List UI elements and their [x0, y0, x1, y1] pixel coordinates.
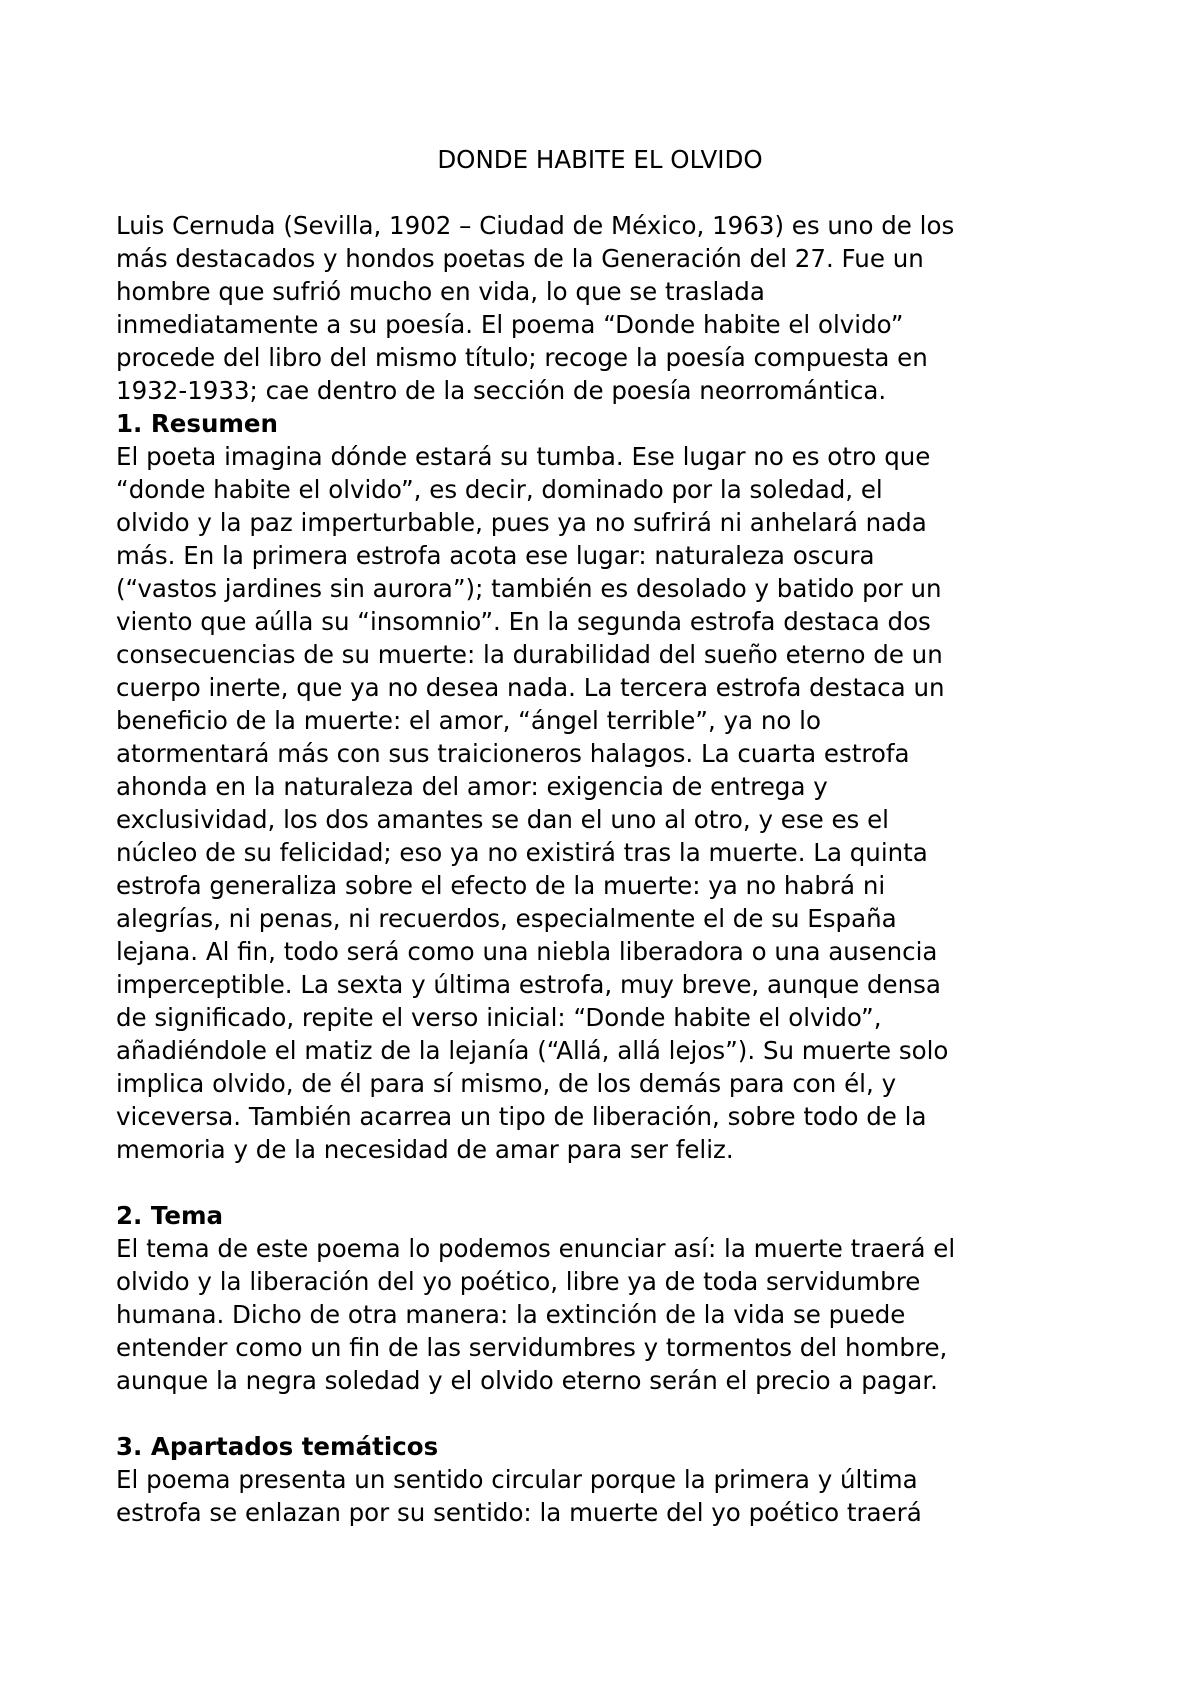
- section-line: ahonda en la naturaleza del amor: exigencia de entrega y: [116, 772, 828, 801]
- document-title: DONDE HABITE EL OLVIDO: [437, 145, 763, 174]
- section-line: atormentará más con sus traicioneros halagos. La cuarta estrofa: [116, 739, 910, 768]
- section-tema: [116, 1199, 1116, 1397]
- section-line: cuerpo inerte, que ya no desea nada. La tercera estrofa destaca un: [116, 673, 945, 702]
- intro-line: inmediatamente a su poesía. El poema “Donde habite el olvido”: [116, 310, 904, 339]
- section-line: “donde habite el olvido”, es decir, dominado por la soledad, el: [116, 475, 883, 504]
- section-line: viceversa. También acarrea un tipo de liberación, sobre todo de la: [116, 1102, 927, 1131]
- section-heading: 2. Tema: [116, 1201, 224, 1230]
- section-line: aunque la negra soledad y el olvido eterno serán el precio a pagar.: [116, 1366, 938, 1395]
- intro-line: procede del libro del mismo título; recoge la poesía compuesta en: [116, 343, 928, 372]
- section-line: El poema presenta un sentido circular porque la primera y última: [116, 1465, 918, 1494]
- intro-line: hombre que sufrió mucho en vida, lo que se traslada: [116, 277, 765, 306]
- section-line: alegrías, ni penas, ni recuerdos, especialmente el de su España: [116, 904, 897, 933]
- intro-paragraph: [116, 209, 1116, 407]
- section-line: beneficio de la muerte: el amor, “ángel terrible”, ya no lo: [116, 706, 821, 735]
- section-line: implica olvido, de él para sí mismo, de los demás para con él, y: [116, 1069, 897, 1098]
- section-heading: 1. Resumen: [116, 409, 278, 438]
- section-line: más. En la primera estrofa acota ese lugar: naturaleza oscura: [116, 541, 875, 570]
- paragraph-gap: [116, 1166, 1116, 1199]
- section-line: imperceptible. La sexta y última estrofa, muy breve, aunque densa: [116, 970, 941, 999]
- document-body: [116, 209, 1116, 1529]
- intro-line: más destacados y hondos poetas de la Generación del 27. Fue un: [116, 244, 924, 273]
- section-line: lejana. Al fin, todo será como una niebla liberadora o una ausencia: [116, 937, 938, 966]
- section-line: estrofa se enlazan por su sentido: la muerte del yo poético traerá: [116, 1498, 922, 1527]
- section-line: olvido y la liberación del yo poético, libre ya de toda servidumbre: [116, 1267, 921, 1296]
- section-line: viento que aúlla su “insomnio”. En la segunda estrofa destaca dos: [116, 607, 931, 636]
- section-line: El poeta imagina dónde estará su tumba. Ese lugar no es otro que: [116, 442, 931, 471]
- section-line: añadiéndole el matiz de la lejanía (“Allá, allá lejos”). Su muerte solo: [116, 1036, 949, 1065]
- section-line: estrofa generaliza sobre el efecto de la muerte: ya no habrá ni: [116, 871, 886, 900]
- section-line: memoria y de la necesidad de amar para ser feliz.: [116, 1135, 734, 1164]
- intro-line: 1932-1933; cae dentro de la sección de poesía neorromántica.: [116, 376, 887, 405]
- section-line: exclusividad, los dos amantes se dan el uno al otro, y ese es el: [116, 805, 889, 834]
- section-line: de significado, repite el verso inicial: “Donde habite el olvido”,: [116, 1003, 882, 1032]
- paragraph-gap: [116, 1397, 1116, 1430]
- section-line: entender como un fin de las servidumbres y tormentos del hombre,: [116, 1333, 948, 1362]
- section-line: El tema de este poema lo podemos enunciar así: la muerte traerá el: [116, 1234, 956, 1263]
- section-line: olvido y la paz imperturbable, pues ya no sufrirá ni anhelará nada: [116, 508, 927, 537]
- section-line: consecuencias de su muerte: la durabilidad del sueño eterno de un: [116, 640, 943, 669]
- section-apartados: [116, 1430, 1116, 1529]
- section-heading: 3. Apartados temáticos: [116, 1432, 439, 1461]
- section-line: (“vastos jardines sin aurora”); también es desolado y batido por un: [116, 574, 942, 603]
- intro-line: Luis Cernuda (Sevilla, 1902 – Ciudad de México, 1963) es uno de los: [116, 211, 955, 240]
- section-line: núcleo de su felicidad; eso ya no existirá tras la muerte. La quinta: [116, 838, 928, 867]
- section-resumen: [116, 407, 1116, 1166]
- section-line: humana. Dicho de otra manera: la extinción de la vida se puede: [116, 1300, 906, 1329]
